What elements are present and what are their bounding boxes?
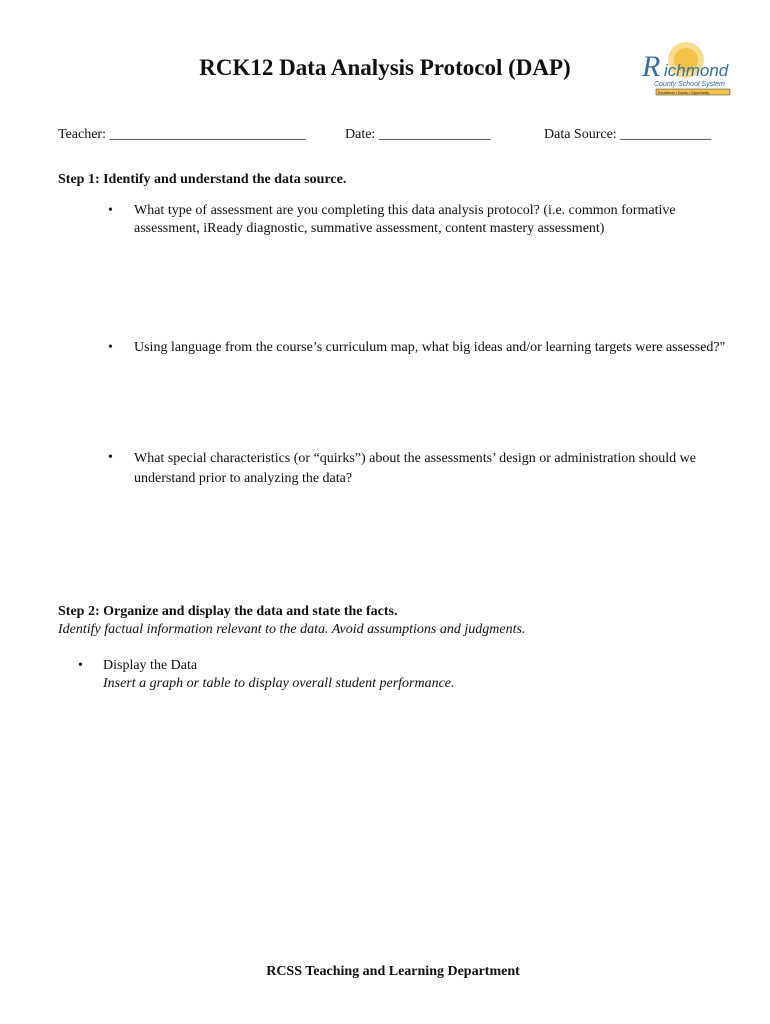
- data-source-field[interactable]: Data Source: _____________: [544, 127, 712, 142]
- step1-heading: Step 1: Identify and understand the data source.: [58, 172, 347, 187]
- bullet-dot: •: [78, 658, 83, 673]
- bullet-text: What special characteristics (or “quirks”) about the assessments’ design or administration should we understand prior to analyzing the data?: [134, 451, 696, 486]
- step2-heading: Step 2: Organize and display the data and state the facts.: [58, 604, 398, 619]
- bullet-text: Using language from the course’s curriculum map, what big ideas and/or learning targets were assessed?": [134, 340, 726, 355]
- teacher-field[interactable]: Teacher: ____________________________: [58, 127, 306, 142]
- footer: RCSS Teaching and Learning Department: [266, 964, 520, 979]
- richmond-logo: [640, 40, 744, 98]
- date-field[interactable]: Date: ________________: [345, 127, 491, 142]
- bullet-dot: •: [108, 450, 113, 465]
- svg-text:Excellence • Equity • Opportun: Excellence • Equity • Opportunity: [658, 91, 710, 95]
- document-title: RCK12 Data Analysis Protocol (DAP): [199, 55, 571, 80]
- display-data-title: Display the Data: [103, 658, 198, 673]
- step2-subheading: Identify factual information relevant to the data. Avoid assumptions and judgments.: [58, 622, 526, 637]
- svg-text:R: R: [642, 50, 661, 83]
- svg-text:ichmond: ichmond: [664, 61, 729, 80]
- svg-text:County School System: County School System: [654, 81, 725, 88]
- bullet-dot: •: [108, 340, 113, 355]
- bullet-dot: •: [108, 203, 113, 218]
- display-data-instruction: Insert a graph or table to display overall student performance.: [103, 676, 455, 691]
- bullet-text: What type of assessment are you completing this data analysis protocol? (i.e. common formative assessment, iReady diagnostic, summative assessment, content mastery assessment): [134, 203, 676, 236]
- bullet-text: [103, 657, 455, 693]
